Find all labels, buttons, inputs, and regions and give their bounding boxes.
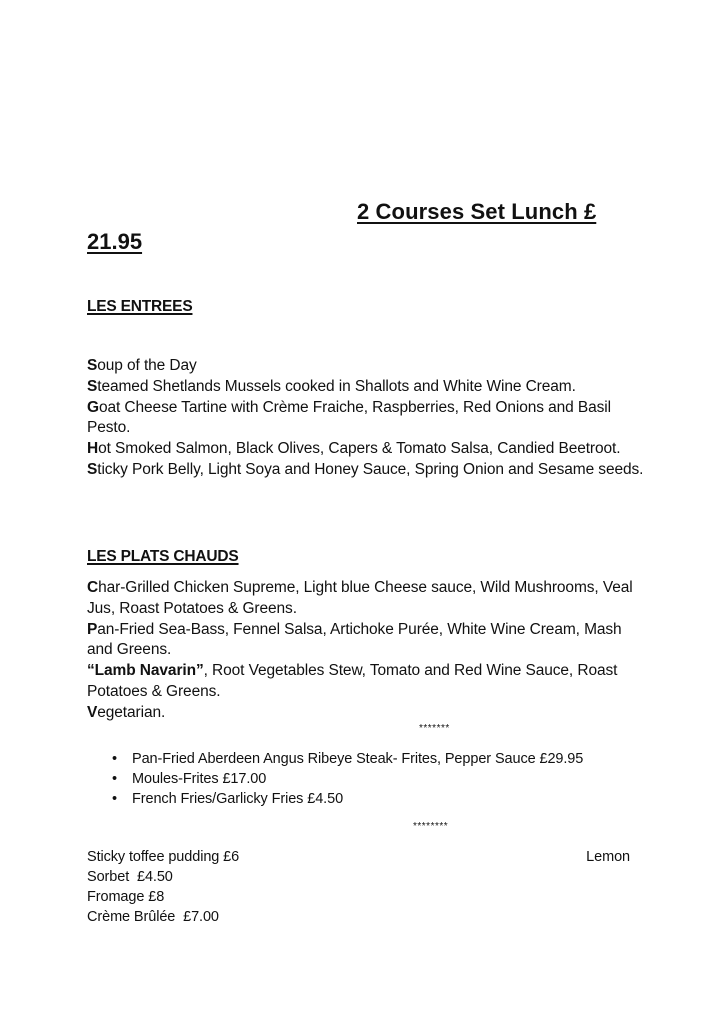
dessert-item-sorbet: Sorbet £4.50 [87, 869, 173, 885]
item-text: egetarian. [97, 703, 166, 721]
section-heading-plats-chauds: LES PLATS CHAUDS [87, 548, 239, 565]
item-text: an-Fried Sea-Bass, Fennel Salsa, Artichoke Purée, White Wine Cream, Mash and Greens. [87, 620, 622, 659]
item-initial: S [87, 357, 98, 374]
item-text: oup of the Day [97, 357, 197, 374]
menu-item-chicken [87, 578, 647, 620]
menu-item-mussels [87, 377, 647, 398]
page-title-line-1: 2 Courses Set Lunch £ [357, 199, 597, 224]
menu-item-smoked-salmon [87, 439, 647, 460]
page-title-price: 21.95 [87, 229, 143, 254]
extras-item-ribeye [106, 749, 583, 769]
dessert-item-fromage: Fromage £8 [87, 889, 165, 905]
item-text: teamed Shetlands Mussels cooked in Shallots and White Wine Cream. [97, 377, 576, 395]
item-text: , Root Vegetables Stew, Tomato and Red Wine Sauce, Roast Potatoes & Greens. [87, 662, 618, 700]
extras-item-text: Moules-Frites £17.00 [132, 771, 267, 787]
item-bold-name: “Lamb Navarin” [87, 662, 204, 680]
menu-item-soup [87, 356, 647, 377]
dessert-lemon-label: Lemon [586, 849, 630, 865]
menu-item-vegetarian [87, 703, 647, 724]
item-initial: V [87, 703, 98, 721]
dessert-item-creme-brulee: Crème Brûlée £7.00 [87, 909, 219, 925]
section-heading-entrees: LES ENTREES [87, 298, 193, 315]
bullet-icon: • [112, 771, 117, 787]
menu-item-pork-belly [87, 460, 647, 481]
plats-chauds-list [87, 578, 647, 724]
menu-item-lamb-navarin [87, 661, 647, 703]
dessert-item-sticky-toffee: Sticky toffee pudding £6 [87, 849, 240, 865]
item-initial: S [87, 460, 98, 478]
extras-list [106, 749, 583, 809]
extras-item-text: French Fries/Garlicky Fries £4.50 [132, 791, 344, 807]
item-initial: C [87, 579, 99, 596]
extras-item-fries [106, 789, 583, 809]
item-initial: S [87, 377, 98, 395]
menu-item-goat-cheese [87, 398, 647, 440]
item-text: oat Cheese Tartine with Crème Fraiche, Raspberries, Red Onions and Basil Pesto. [87, 398, 611, 437]
desserts-list [87, 847, 632, 927]
extras-item-text: Pan-Fried Aberdeen Angus Ribeye Steak- Frites, Pepper Sauce £29.95 [132, 751, 584, 767]
asterisk-separator: ******** [413, 821, 449, 832]
entrees-list [87, 356, 647, 481]
asterisk-separator: ******* [419, 723, 450, 734]
item-text: ticky Pork Belly, Light Soya and Honey Sauce, Spring Onion and Sesame seeds. [97, 460, 644, 478]
item-text: har-Grilled Chicken Supreme, Light blue Cheese sauce, Wild Mushrooms, Veal Jus, Roast Potatoes & Greens. [87, 579, 633, 617]
item-initial: H [87, 440, 99, 458]
bullet-icon: • [112, 791, 117, 807]
item-initial: G [87, 398, 99, 416]
menu-item-sea-bass [87, 620, 647, 662]
extras-item-moules-frites [106, 769, 583, 789]
bullet-icon: • [112, 751, 117, 767]
item-initial: P [87, 620, 98, 638]
item-text: ot Smoked Salmon, Black Olives, Capers & Tomato Salsa, Candied Beetroot. [98, 440, 621, 458]
